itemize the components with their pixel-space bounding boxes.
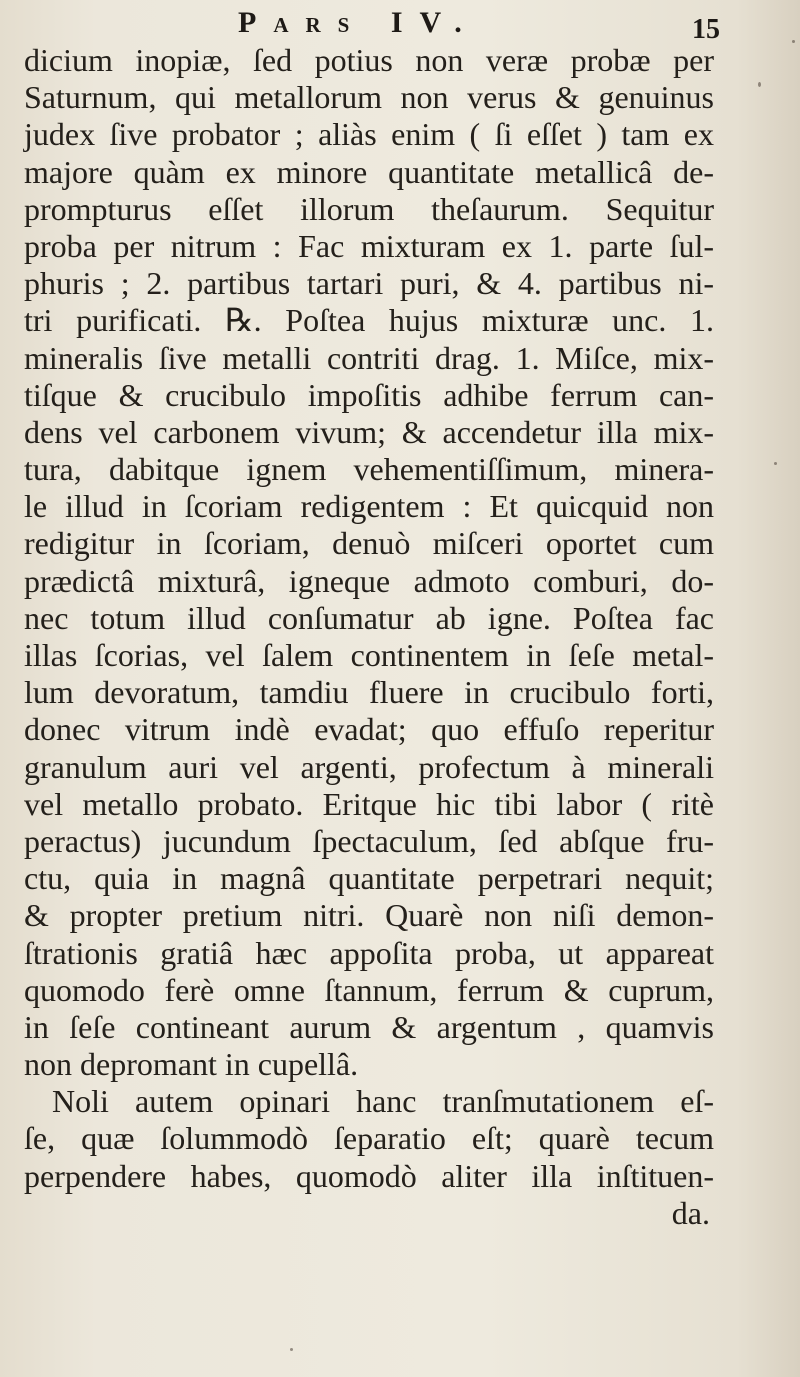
text-line: Saturnum, qui metallorum non verus & genuinus <box>24 79 714 116</box>
text-line: illas ſcorias, vel ſalem continentem in ſeſe metal- <box>24 637 714 673</box>
text-line: & propter pretium nitri. Quarè non niſi demon- <box>24 897 714 934</box>
text-line: perpendere habes, quomodò aliter illa inſtituen- <box>24 1157 714 1194</box>
text-line: Noli autem opinari hanc tranſmutationem eſ- <box>52 1083 714 1120</box>
text-line: dens vel carbonem vivum; & accendetur illa mix- <box>24 413 714 450</box>
text-line: tura, dabitque ignem vehementiſſimum, minera- <box>24 451 714 488</box>
text-line: le illud in ſcoriam redigentem : Et quicquid non <box>24 488 714 525</box>
text-line: judex ſive probator ; aliàs enim ( ſi eſſet ) tam ex <box>24 116 714 153</box>
text-line: phuris ; 2. partibus tartari puri, & 4. partibus ni- <box>24 265 714 302</box>
running-head: Pars IV. <box>238 6 479 39</box>
text-line: lum devoratum, tamdiu fluere in crucibulo forti, <box>24 674 714 711</box>
text-line: vel metallo probato. Eritque hic tibi labor ( ritè <box>24 785 714 822</box>
text-line: tiſque & crucibulo impoſitis adhibe ferrum can- <box>24 376 714 413</box>
text-line: majore quàm ex minore quantitate metallicâ de- <box>24 153 714 190</box>
body-text <box>24 42 714 1232</box>
text-line: in ſeſe contineant aurum & argentum , quamvis <box>24 1008 714 1045</box>
text-line: dicium inopiæ, ſed potius non veræ probæ per <box>24 42 714 78</box>
paper-speck <box>774 462 777 465</box>
paper-speck <box>758 82 761 87</box>
text-line: nec totum illud conſumatur ab igne. Poſtea fac <box>24 599 714 636</box>
paper-speck <box>792 40 795 43</box>
text-line: prædictâ mixturâ, igneque admoto comburi, do- <box>24 562 714 599</box>
text-line: mineralis ſive metalli contriti drag. 1. Miſce, mix- <box>24 339 714 376</box>
text-line: quomodo ferè omne ſtannum, ferrum & cuprum, <box>24 971 714 1008</box>
text-line: proba per nitrum : Fac mixturam ex 1. parte ſul- <box>24 227 714 264</box>
text-line: ſe, quæ ſolummodò ſeparatio eſt; quarè tecum <box>24 1120 714 1157</box>
page-number: 15 <box>692 14 720 45</box>
text-line: redigitur in ſcoriam, denuò miſceri oportet cum <box>24 525 714 562</box>
text-line: ſtrationis gratiâ hæc appoſita proba, ut appareat <box>24 934 714 971</box>
text-line: tri purificati. ℞. Poſtea hujus mixturæ unc. 1. <box>24 302 714 339</box>
text-line: peractus) jucundum ſpectaculum, ſed abſque fru- <box>24 822 714 859</box>
page-header <box>0 6 800 46</box>
text-line: donec vitrum indè evadat; quo effuſo reperitur <box>24 711 714 748</box>
text-line: non depromant in cupellâ. <box>24 1046 359 1083</box>
catchword: da. <box>671 1194 710 1231</box>
paper-speck <box>290 1348 293 1351</box>
text-line: prompturus eſſet illorum theſaurum. Sequitur <box>24 190 714 227</box>
text-line: ctu, quia in magnâ quantitate perpetrari nequit; <box>24 860 714 897</box>
text-line: granulum auri vel argenti, profectum à minerali <box>24 748 714 785</box>
